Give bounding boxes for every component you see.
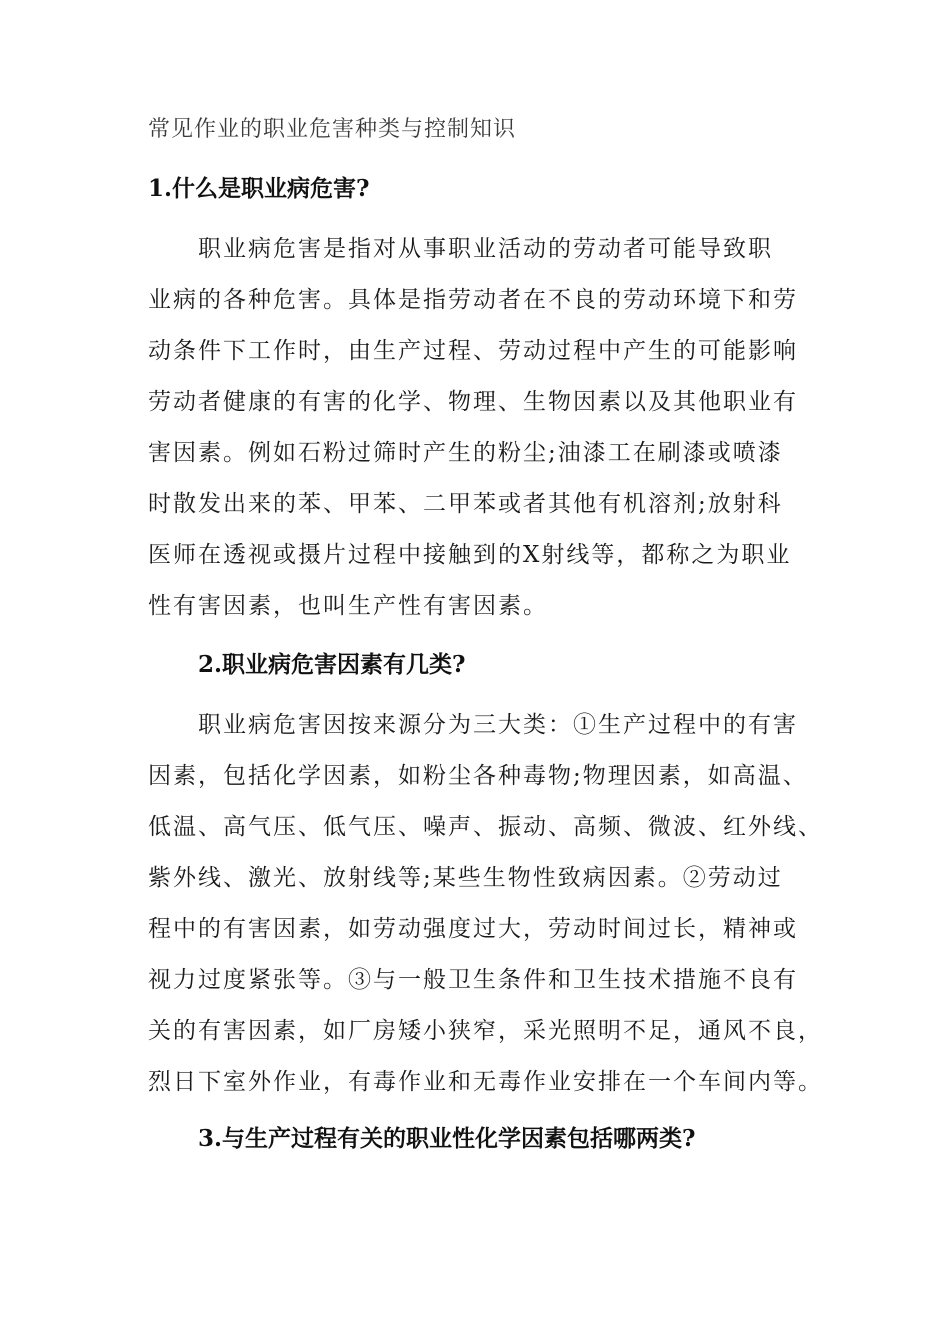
paragraph-line: 职业病危害因按来源分为三大类：①生产过程中的有害 xyxy=(198,712,798,738)
paragraph-line: 业病的各种危害。具体是指劳动者在不良的劳动环境下和劳 xyxy=(148,287,798,313)
section-2-paragraph xyxy=(148,700,828,1108)
section-1-paragraph xyxy=(148,224,828,632)
section-1-heading: 1.什么是职业病危害? xyxy=(148,175,370,202)
section-3-heading: 3.与生产过程有关的职业性化学因素包括哪两类? xyxy=(198,1125,696,1152)
paragraph-line: 害因素。例如石粉过筛时产生的粉尘;油漆工在刷漆或喷漆 xyxy=(148,440,783,466)
paragraph-line: 视力过度紧张等。③与一般卫生条件和卫生技术措施不良有 xyxy=(148,967,798,993)
paragraph-line: 时散发出来的苯、甲苯、二甲苯或者其他有机溶剂;放射科 xyxy=(148,491,783,517)
section-2-heading: 2.职业病危害因素有几类? xyxy=(198,651,466,678)
paragraph-line: 劳动者健康的有害的化学、物理、生物因素以及其他职业有 xyxy=(148,389,798,415)
document-title: 常见作业的职业危害种类与控制知识 xyxy=(148,117,517,142)
paragraph-line: 紫外线、激光、放射线等;某些生物性致病因素。②劳动过 xyxy=(148,865,783,891)
paragraph-line: 职业病危害是指对从事职业活动的劳动者可能导致职 xyxy=(198,236,773,262)
paragraph-line: 低温、高气压、低气压、噪声、振动、高频、微波、红外线、 xyxy=(148,814,823,840)
paragraph-line: 动条件下工作时，由生产过程、劳动过程中产生的可能影响 xyxy=(148,338,798,364)
paragraph-line: 程中的有害因素，如劳动强度过大，劳动时间过长，精神或 xyxy=(148,916,798,942)
paragraph-line: 因素，包括化学因素，如粉尘各种毒物;物理因素，如高温、 xyxy=(148,763,808,789)
paragraph-line: 性有害因素，也叫生产性有害因素。 xyxy=(148,593,548,619)
paragraph-line: 烈日下室外作业，有毒作业和无毒作业安排在一个车间内等。 xyxy=(148,1069,823,1095)
paragraph-line: 关的有害因素，如厂房矮小狭窄，采光照明不足，通风不良， xyxy=(148,1018,823,1044)
paragraph-line: 医师在透视或摄片过程中接触到的X射线等，都称之为职业 xyxy=(148,542,792,568)
